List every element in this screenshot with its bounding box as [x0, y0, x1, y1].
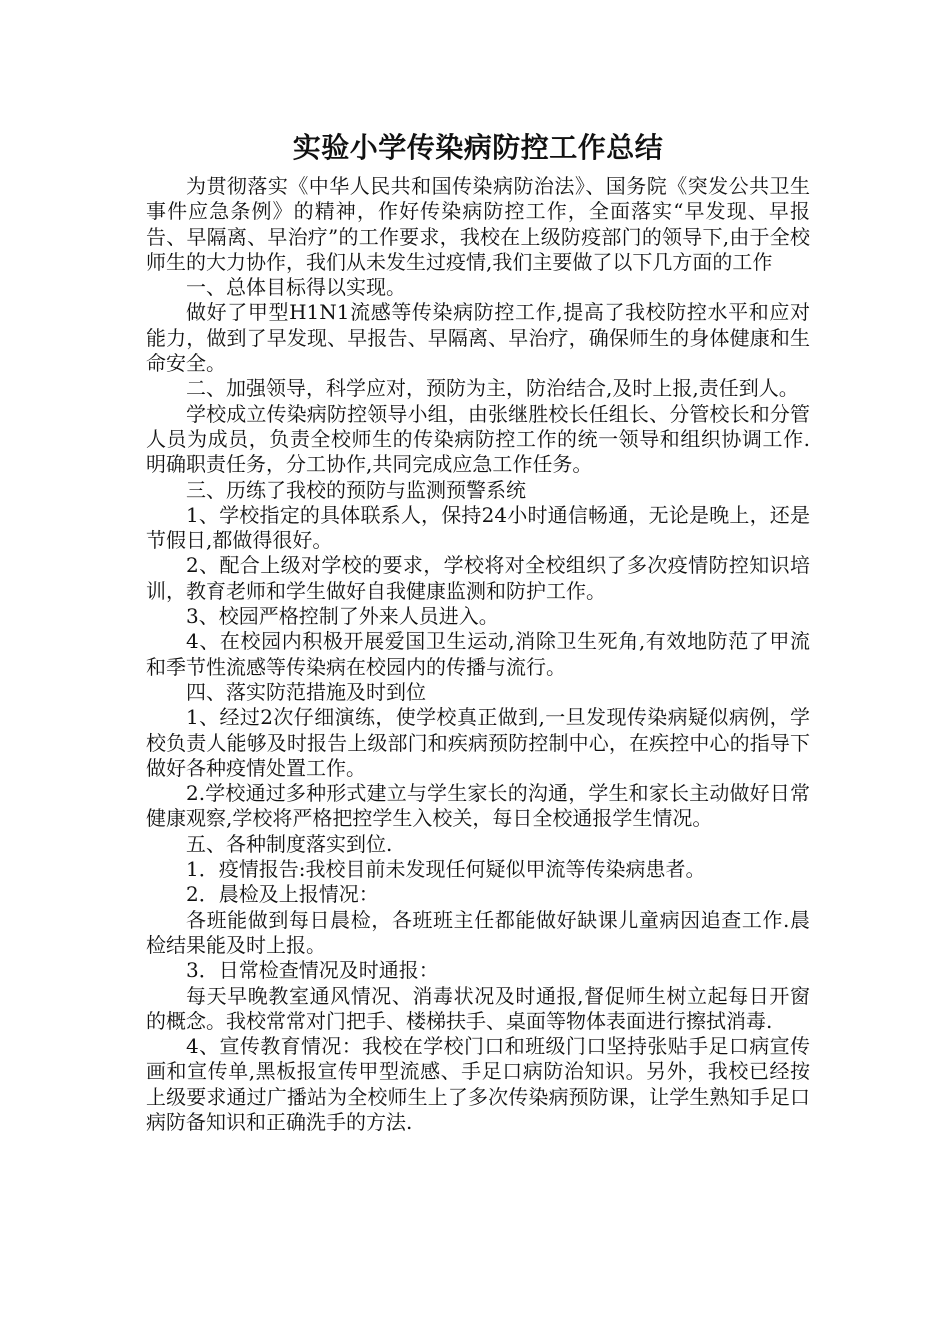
document-title: 实验小学传染病防控工作总结 — [292, 131, 664, 164]
section-heading-5: 五、各种制度落实到位. — [186, 831, 393, 856]
paragraph: 做好了甲型H1N1流感等传染病防控工作,提高了我校防控水平和应对能力，做到了早发现、早报告、早隔离、早治疗，确保师生的身体健康和生命安全。 — [146, 300, 810, 376]
list-item: 3、校园严格控制了外来人员进入。 — [186, 604, 499, 629]
section-heading-4: 四、落实防范措施及时到位 — [186, 679, 426, 704]
list-item: 2.学校通过多种形式建立与学生家长的沟通，学生和家长主动做好日常健康观察,学校将严格把控学生入校关，每日全校通报学生情况。 — [146, 781, 810, 831]
section-heading-1: 一、总体目标得以实现。 — [186, 275, 406, 300]
list-item: 3．日常检查情况及时通报： — [186, 958, 439, 983]
list-item: 4、宣传教育情况：我校在学校门口和班级门口坚持张贴手足口病宣传画和宣传单,黑板报宣传甲型流感、手足口病防治知识。另外，我校已经按上级要求通过广播站为全校师生上了多次传染病预防课，让学生熟知手足口病防备知识和正确洗手的方法. — [146, 1034, 810, 1134]
list-item: 2．晨检及上报情况： — [186, 882, 379, 907]
list-item: 4、在校园内积极开展爱国卫生运动,消除卫生死角,有效地防范了甲流和季节性流感等传染病在校园内的传播与流行。 — [146, 629, 810, 679]
document-body — [146, 126, 810, 1135]
paragraph-intro: 为贯彻落实《中华人民共和国传染病防治法》、国务院《突发公共卫生事件应急条例》的精神，作好传染病防控工作，全面落实“早发现、早报告、早隔离、早治疗”的工作要求，我校在上级防疫部门的领导下,由于全校师生的大力协作，我们从未发生过疫情,我们主要做了以下几方面的工作 — [146, 174, 810, 274]
list-item: 1、经过2次仔细演练，使学校真正做到,一旦发现传染病疑似病例，学校负责人能够及时报告上级部门和疾病预防控制中心，在疾控中心的指导下做好各种疫情处置工作。 — [146, 705, 810, 780]
paragraph: 每天早晚教室通风情况、消毒状况及时通报,督促师生树立起每日开窗的概念。我校常常对门把手、楼梯扶手、桌面等物体表面进行擦拭消毒. — [146, 983, 810, 1033]
section-heading-2: 二、加强领导，科学应对，预防为主，防治结合,及时上报,责任到人。 — [186, 376, 799, 401]
list-item: 1．疫情报告:我校目前未发现任何疑似甲流等传染病患者。 — [186, 857, 706, 882]
section-heading-3: 三、历练了我校的预防与监测预警系统 — [186, 477, 526, 502]
paragraph: 学校成立传染病防控领导小组，由张继胜校长任组长、分管校长和分管人员为成员，负责全校师生的传染病防控工作的统一领导和组织协调工作.明确职责任务，分工协作,共同完成应急工作任务。 — [146, 401, 810, 477]
list-item: 2、配合上级对学校的要求，学校将对全校组织了多次疫情防控知识培训，教育老师和学生做好自我健康监测和防护工作。 — [146, 553, 810, 603]
paragraph: 各班能做到每日晨检，各班班主任都能做好缺课儿童病因追查工作.晨检结果能及时上报。 — [146, 907, 810, 957]
list-item: 1、学校指定的具体联系人，保持24小时通信畅通，无论是晚上，还是节假日,都做得很好。 — [146, 502, 810, 553]
